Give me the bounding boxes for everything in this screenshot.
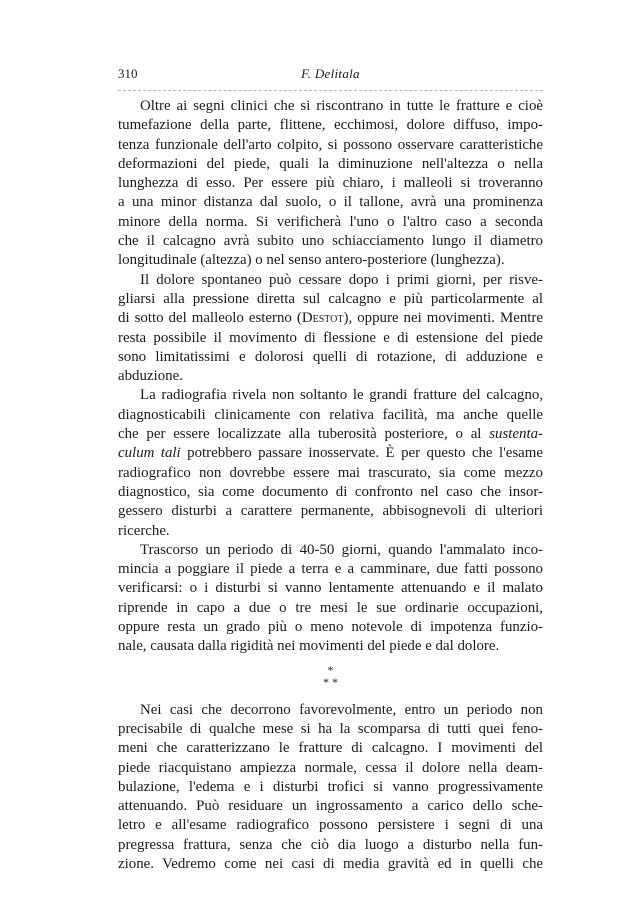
section-separator	[118, 664, 543, 694]
body-text	[118, 97, 543, 874]
text-segment: potrebbero passare inosservate. È per questo che l'esame	[187, 445, 543, 462]
text-line: longitudinale (altezza) o nel senso antero-posteriore (lunghezza).	[118, 252, 505, 269]
text-line: che il calcagno avrà subito uno schiacciamento lungo il diametro	[118, 233, 543, 250]
page-number: 310	[118, 66, 138, 81]
paragraph-1	[118, 97, 543, 271]
text-line: a una minor distanza dal suolo, o il tallone, avrà una prominenza	[118, 194, 543, 211]
text-line: attenuando. Può residuare un ingrossamento a carico dello sche-	[118, 798, 543, 815]
text-line: Il dolore spontaneo può cessare dopo i primi giorni, per risve-	[140, 271, 543, 288]
text-line: Oltre ai segni clinici che si riscontrano in tutte le fratture e cioè	[140, 98, 543, 114]
text-line: Nei casi che decorrono favorevolmente, entro un periodo non	[140, 701, 543, 718]
text-line: Trascorso un periodo di 40-50 giorni, quando l'ammalato inco-	[140, 541, 543, 558]
text-line: verificarsi: o i disturbi si vanno lentamente attenuando e il malato	[118, 580, 543, 597]
asterism-bottom: * *	[323, 674, 338, 689]
text-line: tumefazione della parte, flittene, ecchimosi, dolore diffuso, impo-	[118, 117, 543, 134]
text-line: resta possibile il movimento di flessione e di estensione del piede	[118, 329, 543, 346]
text-line: deformazioni del piede, quali la diminuzione nell'altezza o nella	[118, 155, 543, 172]
running-title: F. Delitala	[301, 66, 360, 81]
paragraph-2	[118, 271, 543, 387]
text-line: minore della norma. Si verificherà l'uno o l'altro caso a seconda	[118, 213, 543, 230]
running-header	[118, 66, 543, 86]
text-segment: ), oppure nei movimenti. Mentre	[343, 310, 543, 327]
text-line: diagnosticabili clinicamente con relativa facilità, ma anche quelle	[118, 406, 543, 423]
text-line: diagnostico, sia come documento di confronto nel caso che insor-	[118, 483, 543, 500]
text-line: ricerche.	[118, 522, 170, 539]
text-line: pregressa frattura, senza che ciò dia luogo a disturbo nella fun-	[118, 836, 543, 853]
text-line: riprende in capo a due o tre mesi le sue ordinarie occupazioni,	[118, 599, 543, 616]
text-line: letro e all'esame radiografico possono persistere i segni di una	[118, 817, 543, 834]
text-line	[118, 309, 543, 328]
text-line: gliarsi alla pressione diretta sul calcagno e più particolarmente al	[118, 290, 543, 307]
text-line: mincia a poggiare il piede a terra e a camminare, due fatti possono	[118, 561, 543, 578]
text-line	[118, 425, 543, 444]
text-segment: di sotto del malleolo esterno (	[118, 310, 302, 327]
text-line: precisabile di qualche mese si ha la scomparsa di tutti quei feno-	[118, 720, 543, 737]
text-line: zione. Vedremo come nei casi di media gravità ed in quelli che	[118, 855, 543, 872]
text-line: meni che caratterizzano le fratture di calcagno. I movimenti del	[118, 740, 543, 757]
paragraph-4	[118, 541, 543, 657]
asterism-top: *	[327, 662, 334, 677]
author-citation: Destot	[301, 310, 344, 327]
text-line: nale, causata dalla rigidità nei movimenti del piede e dal dolore.	[118, 638, 500, 655]
text-segment: che per essere localizzate alla tuberosità posteriore, o al	[118, 426, 482, 443]
text-line: sono limitatissimi e dolorosi quelli di rotazione, di adduzione e	[118, 348, 543, 365]
text-line: oppure resta un grado più o meno notevole di impotenza funzio-	[118, 619, 543, 636]
text-line: gessero disturbi a carattere permanente, abbisognevoli di ulteriori	[118, 503, 543, 520]
italic-term: sustenta-	[489, 426, 543, 443]
italic-term: culum tali	[118, 445, 181, 462]
paragraph-3	[118, 386, 543, 540]
text-line: radiografico non dovrebbe essere mai trascurato, sia come mezzo	[118, 464, 543, 481]
text-line: tenza funzionale dell'arto colpito, si possono osservare caratteristiche	[118, 136, 543, 153]
text-line: abduzione.	[118, 368, 183, 385]
header-rule	[118, 90, 543, 91]
paragraph-5	[118, 701, 543, 875]
text-line: La radiografia rivela non soltanto le grandi fratture del calcagno,	[140, 387, 543, 404]
text-line: piede riacquistano ampiezza normale, cessa il dolore nella deam-	[118, 759, 543, 776]
text-line: bulazione, l'edema e i disturbi trofici si vanno progressivamente	[118, 778, 543, 795]
text-line: lunghezza di esso. Per essere più chiaro, i malleoli si troveranno	[118, 175, 543, 192]
text-line	[118, 444, 543, 463]
